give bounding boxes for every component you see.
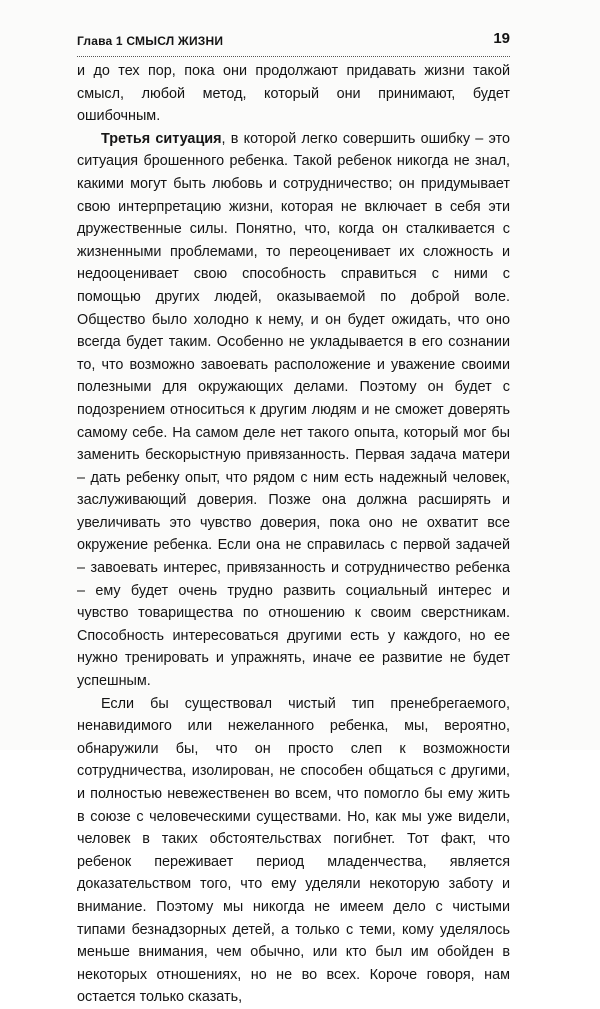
paragraph-1: и до тех пор, пока они продолжают придавать жизни такой смысл, любой метод, который они принимают, будет ошибочным.: [77, 63, 510, 125]
page-body: [77, 60, 510, 1009]
running-head: Глава 1 СМЫСЛ ЖИЗНИ: [77, 34, 224, 48]
paragraph-2: [77, 128, 510, 693]
page-header: [77, 30, 510, 57]
paragraph-2-lead: Третья ситуация: [101, 130, 222, 147]
page-number: 19: [493, 30, 510, 47]
paragraph-2-text: , в которой легко совершить ошибку – это ситуация брошенного ребенка. Такой ребенок никогда не знал, какими могут быть любовь и сотрудничество; он придумывает свою интерпретацию жизни, которая не включает в себя эти дружественные силы. Понятно, что, когда он сталкивается с жизненными проблемами, то переоценивает их сложность и недооценивает свою способность справиться с ними с помощью других людей, оказываемой по доброй воле. Общество было холодно к нему, и он будет ожидать, что оно всегда будет таким. Особенно не укладывается в его сознании то, что возможно завоевать расположение и уважение своими полезными для окружающих делами. Поэтому он будет с подозрением относиться к другим людям и не сможет доверять самому себе. На самом деле нет такого опыта, который мог бы заменить бескорыстную привязанность. Первая задача матери – дать ребенку опыт, что рядом с ним есть надежный человек, заслуживающий доверия. Позже она должна расширять и увеличивать это чувство доверия, пока оно не охватит все окружение ребенка. Если она не справилась с первой задачей – завоевать интерес, привязанность и сотрудничество ребенка – ему будет очень трудно развить социальный интерес и чувство товарищества по отношению к своим сверстникам. Способность интересоваться другими есть у каждого, но ее нужно тренировать и упражнять, иначе ее развитие не будет успешным.: [77, 130, 510, 690]
paragraph-3: Если бы существовал чистый тип пренебрегаемого, ненавидимого или нежеланного ребенка, мы, вероятно, обнаружили бы, что он просто слеп к возможности сотрудничества, изолирован, не способен общаться с другими, и полностью невежественен во всем, что помогло бы ему жить в союзе с человеческими существами. Но, как мы уже видели, человек в таких обстоятельствах погибнет. Тот факт, что ребенок переживает период младенчества, является доказательством того, что ему уделяли некоторую заботу и внимание. Поэтому мы никогда не имеем дело с чистыми типами безнадзорных детей, а только с теми, кому уделялось меньше внимания, чем обычно, или кто был им обойден в некоторых отношениях, но не во всех. Короче говоря, нам остается только сказать,: [77, 695, 510, 1006]
